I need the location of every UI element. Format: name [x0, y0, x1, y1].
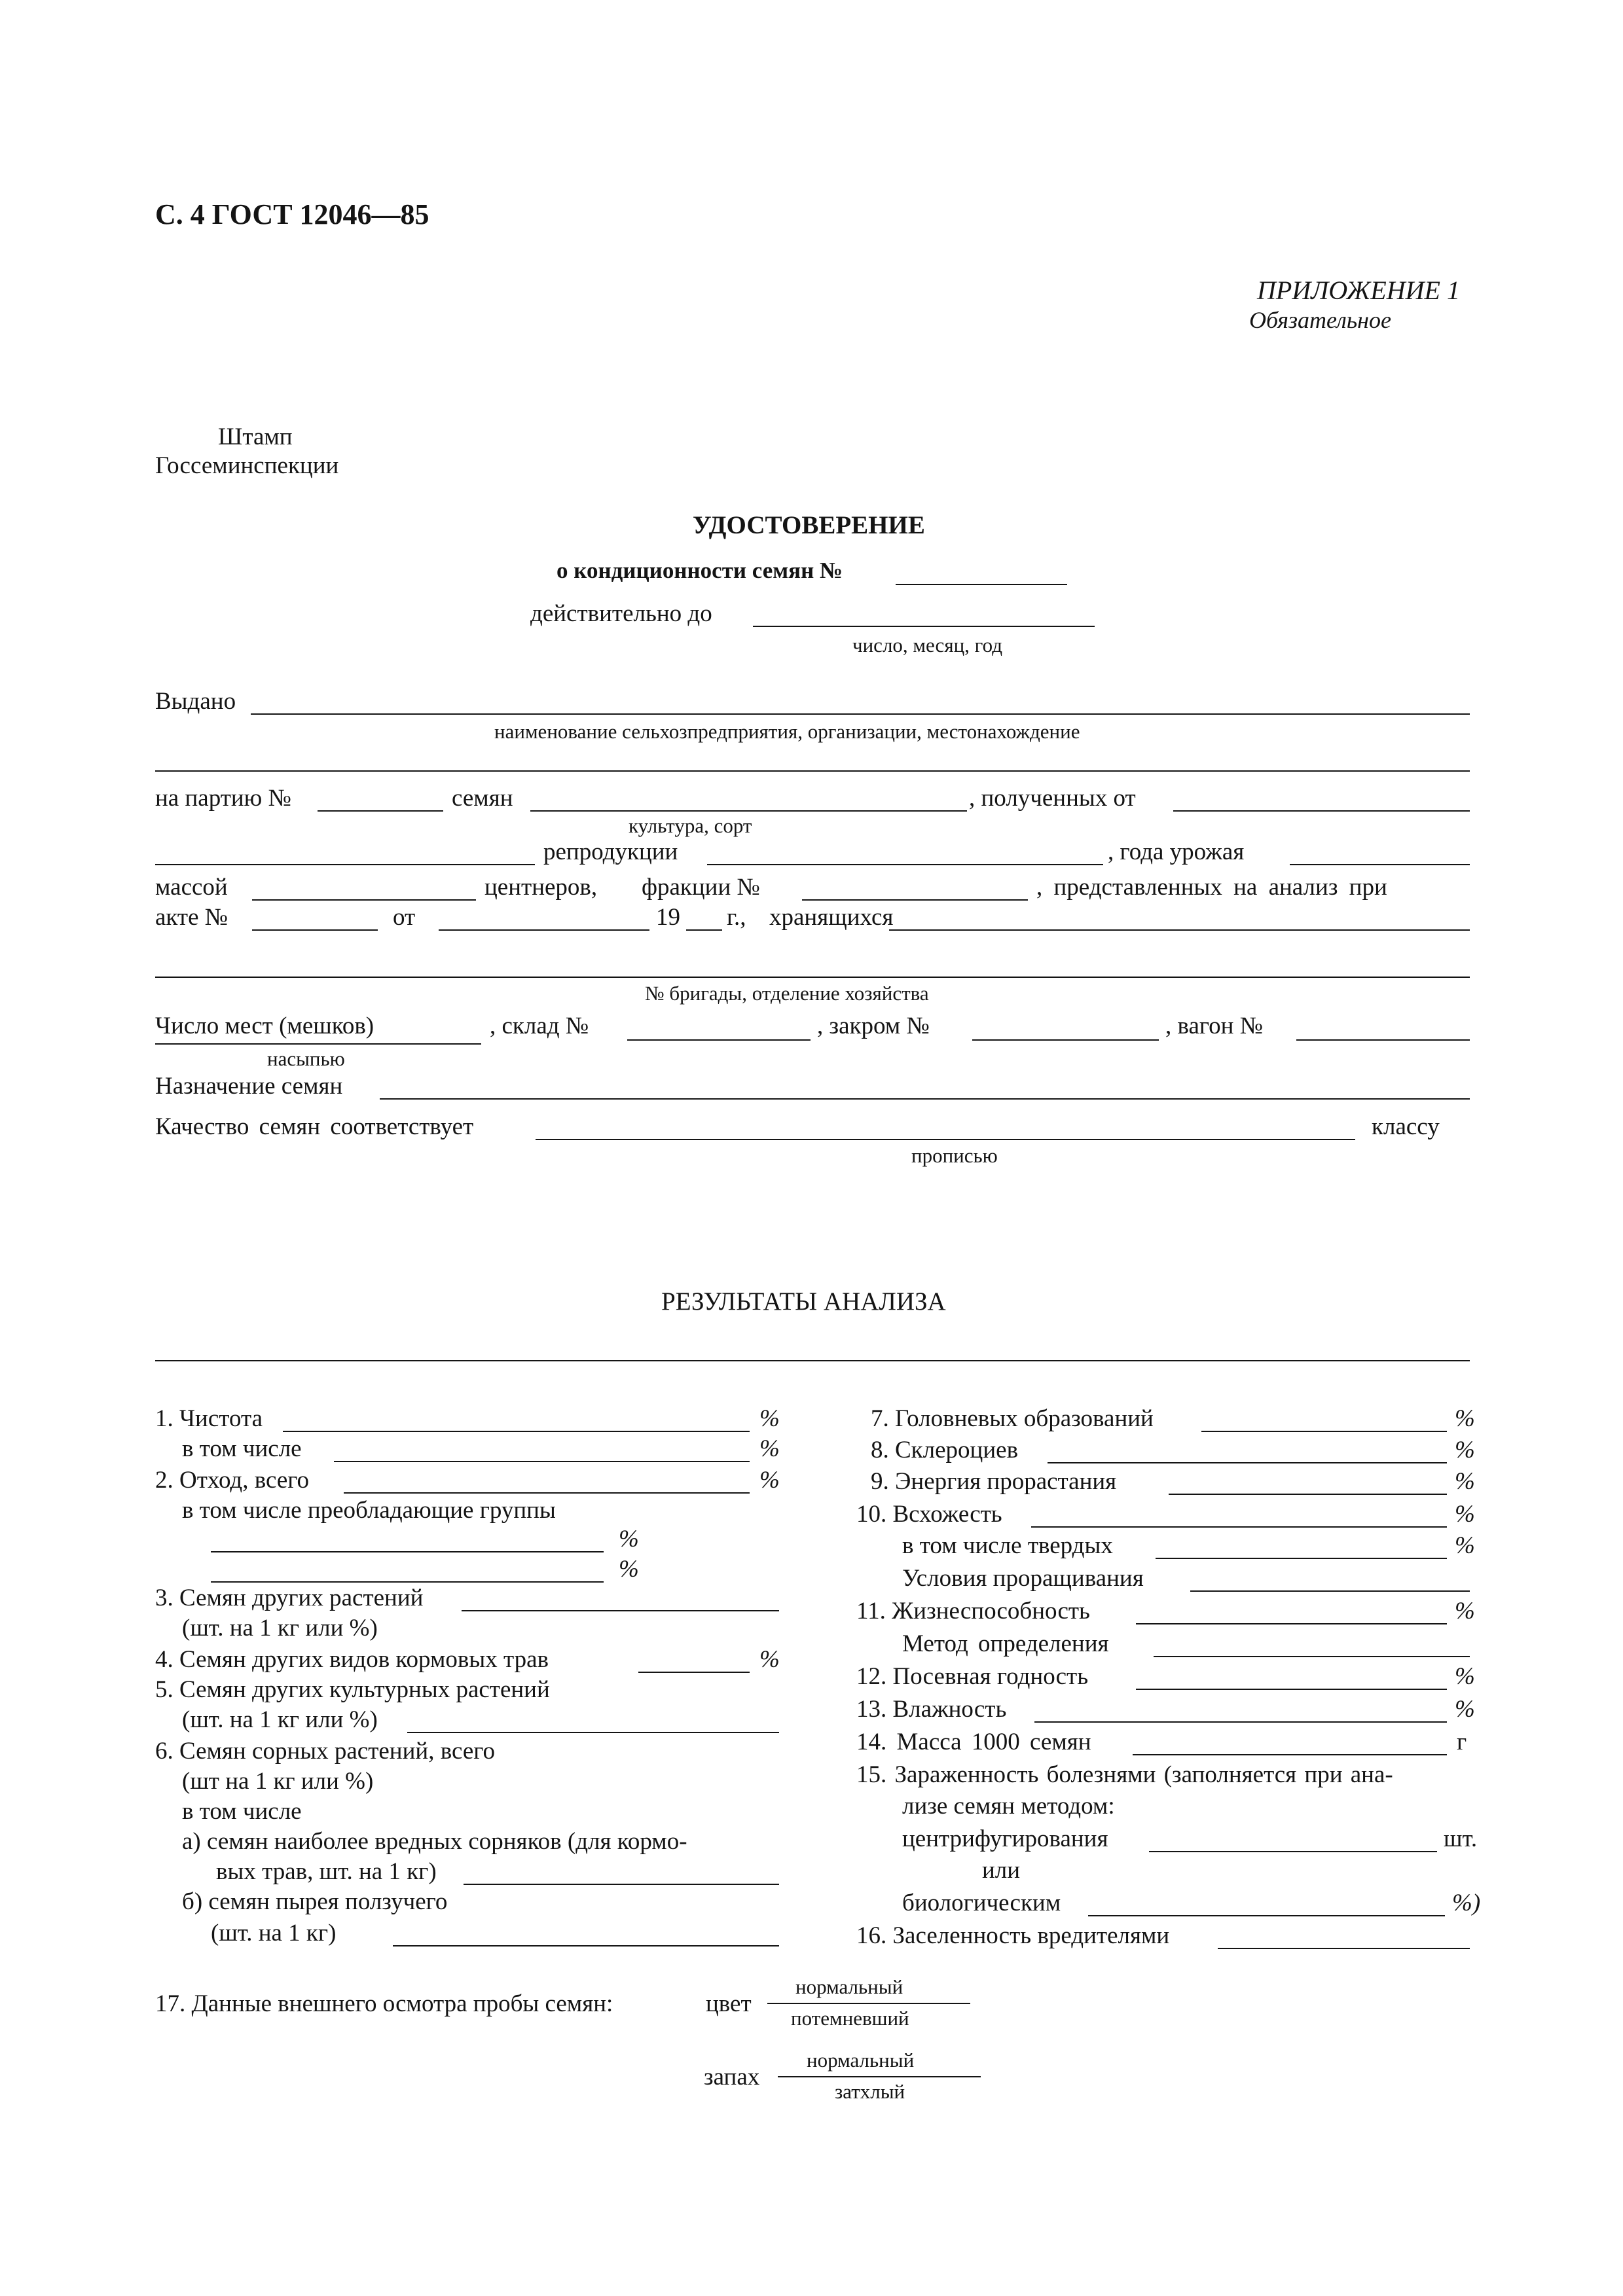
smut-field[interactable] — [1201, 1431, 1447, 1432]
received-from-field[interactable] — [1173, 810, 1470, 812]
purity-including-pct: % — [759, 1435, 780, 1462]
other-plants-unit: (шт. на 1 кг или %) — [182, 1615, 378, 1641]
valid-until-hint: число, месяц, год — [852, 634, 1002, 656]
batch-label: на партию № — [155, 785, 291, 812]
purity-pct: % — [759, 1405, 780, 1432]
couch-grass-field[interactable] — [393, 1945, 779, 1946]
cultivated-unit: (шт. на 1 кг или %) — [182, 1706, 378, 1733]
method-field[interactable] — [1154, 1656, 1470, 1657]
centrifuge-label: центрифугирования — [902, 1825, 1108, 1852]
biological-field[interactable] — [1088, 1915, 1445, 1916]
mass-field[interactable] — [252, 899, 476, 901]
harmful-weeds-field[interactable] — [464, 1884, 779, 1885]
stamp-line2: Госсеминспекции — [155, 452, 339, 479]
forage-field[interactable] — [638, 1672, 750, 1673]
harvest-year-label: , года урожая — [1108, 838, 1245, 865]
pests-label: 16. Заселенность вредителями — [856, 1922, 1170, 1949]
color-darkened-option: потемневший — [791, 2007, 909, 2030]
weeds-label: 6. Семян сорных растений, всего — [155, 1738, 496, 1765]
viability-label: 11. Жизнеспособность — [856, 1598, 1090, 1624]
weeds-including-label: в том числе — [182, 1798, 302, 1825]
sclerotia-label: 8. Склероциев — [871, 1437, 1019, 1463]
smell-normal-option: нормальный — [807, 2049, 915, 2072]
stored-label: хранящихся — [769, 904, 894, 931]
fraction-label: фракции № — [642, 874, 760, 901]
moisture-label: 13. Влажность — [856, 1696, 1007, 1723]
cultivated-field[interactable] — [407, 1732, 779, 1733]
energy-label: 9. Энергия прорастания — [871, 1468, 1117, 1495]
class-label: классу — [1372, 1113, 1440, 1140]
prevailing-label: в том числе преобладающие группы — [182, 1497, 556, 1524]
purity-including-label: в том числе — [182, 1435, 302, 1462]
valid-until-label: действительно до — [530, 600, 712, 627]
quality-label: Качество семян соответствует — [155, 1113, 474, 1140]
moisture-pct: % — [1455, 1696, 1475, 1723]
moisture-field[interactable] — [1034, 1721, 1447, 1723]
purpose-label: Назначение семян — [155, 1073, 343, 1100]
received-from-label: , полученных от — [969, 785, 1136, 812]
weeds-unit: (шт на 1 кг или %) — [182, 1768, 374, 1795]
hard-seeds-pct: % — [1455, 1532, 1475, 1559]
appendix-label: ПРИЛОЖЕНИЕ 1 — [1257, 276, 1460, 305]
harmful-weeds-label-2: вых трав, шт. на 1 кг) — [216, 1858, 437, 1885]
smell-label: запах — [704, 2064, 760, 2090]
sowing-pct: % — [1455, 1663, 1475, 1690]
color-normal-option: нормальный — [795, 1975, 903, 1998]
centrifuge-field[interactable] — [1149, 1851, 1437, 1852]
bin-label: , закром № — [817, 1013, 930, 1039]
inspection-label: 17. Данные внешнего осмотра пробы семян: — [155, 1990, 613, 2017]
sowing-field[interactable] — [1136, 1689, 1447, 1690]
viability-field[interactable] — [1136, 1623, 1447, 1624]
mass1000-unit: г — [1457, 1729, 1467, 1755]
waste-pct: % — [759, 1467, 780, 1494]
year-prefix: 19 — [656, 904, 680, 931]
energy-pct: % — [1455, 1468, 1475, 1495]
brigade-field[interactable] — [155, 977, 1470, 978]
mass1000-label: 14. Масса 1000 семян — [856, 1729, 1091, 1755]
reproduction-prefix-field[interactable] — [155, 864, 535, 865]
bulk-hint: насыпью — [267, 1047, 345, 1070]
stamp-line1: Штамп — [218, 423, 293, 450]
issued-field-line2[interactable] — [155, 770, 1470, 772]
method-label: Метод определения — [902, 1630, 1109, 1657]
year-suffix: г., — [727, 904, 746, 931]
submitted-label: , представленных на анализ при — [1036, 874, 1387, 901]
hard-seeds-field[interactable] — [1156, 1558, 1447, 1559]
purity-label: 1. Чистота — [155, 1405, 263, 1432]
issued-field[interactable] — [251, 713, 1470, 715]
other-plants-label: 3. Семян других растений — [155, 1585, 424, 1611]
harvest-year-field[interactable] — [1290, 864, 1470, 865]
mass1000-field[interactable] — [1133, 1754, 1447, 1755]
hard-seeds-label: в том числе твердых — [902, 1532, 1113, 1559]
harmful-weeds-label: а) семян наиболее вредных сорняков (для кормо- — [182, 1828, 687, 1855]
issued-label: Выдано — [155, 688, 236, 715]
bin-field[interactable] — [972, 1039, 1159, 1041]
couch-grass-label: б) семян пырея ползучего — [182, 1888, 448, 1915]
pests-field[interactable] — [1218, 1948, 1470, 1949]
sclerotia-field[interactable] — [1048, 1462, 1447, 1463]
wagon-field[interactable] — [1296, 1039, 1470, 1041]
warehouse-field[interactable] — [627, 1039, 811, 1041]
other-plants-field[interactable] — [462, 1610, 779, 1611]
centrifuge-unit: шт. — [1444, 1825, 1478, 1852]
forage-pct: % — [759, 1646, 780, 1673]
warehouse-label: , склад № — [490, 1013, 589, 1039]
waste-label: 2. Отход, всего — [155, 1467, 310, 1494]
purpose-field[interactable] — [380, 1098, 1470, 1100]
seeds-label: семян — [452, 785, 513, 812]
smell-musty-option: затхлый — [835, 2080, 905, 2103]
results-title: РЕЗУЛЬТАТЫ АНАЛИЗА — [661, 1287, 946, 1316]
fraction-field[interactable] — [802, 899, 1028, 901]
year-field[interactable] — [686, 929, 722, 931]
conditions-field[interactable] — [1190, 1590, 1470, 1592]
germination-pct: % — [1455, 1501, 1475, 1528]
brigade-hint: № бригады, отделение хозяйства — [645, 982, 929, 1005]
color-label: цвет — [706, 1990, 752, 2017]
biological-pct: %) — [1452, 1890, 1481, 1916]
wagon-label: , вагон № — [1165, 1013, 1264, 1039]
page-reference: С. 4 ГОСТ 12046—85 — [155, 198, 429, 230]
energy-field[interactable] — [1169, 1494, 1447, 1495]
purity-including-field[interactable] — [334, 1461, 750, 1462]
smut-pct: % — [1455, 1405, 1475, 1432]
crop-variety-hint: культура, сорт — [629, 814, 752, 837]
cultivated-label: 5. Семян других культурных растений — [155, 1676, 550, 1703]
crop-variety-field[interactable] — [530, 810, 967, 812]
purity-field[interactable] — [283, 1431, 750, 1432]
act-date-field[interactable] — [439, 929, 649, 931]
act-label: акте № — [155, 904, 228, 931]
reproduction-label: репродукции — [543, 838, 678, 865]
couch-grass-unit: (шт. на 1 кг) — [211, 1920, 337, 1946]
act-from-label: от — [393, 904, 416, 931]
document-subtitle: о кондиционности семян № — [556, 558, 843, 583]
conditions-label: Условия проращивания — [902, 1565, 1144, 1592]
places-label: Число мест (мешков) — [155, 1013, 374, 1039]
germination-field[interactable] — [1031, 1526, 1447, 1528]
act-number-field[interactable] — [252, 929, 378, 931]
prevailing-pct-2: % — [619, 1556, 639, 1583]
sowing-label: 12. Посевная годность — [856, 1663, 1089, 1690]
forage-label: 4. Семян других видов кормовых трав — [155, 1646, 549, 1673]
waste-field[interactable] — [344, 1492, 750, 1494]
document-title: УДОСТОВЕРЕНИЕ — [693, 511, 925, 539]
disease-label-2: лизе семян методом: — [902, 1793, 1115, 1820]
prevailing-pct-1: % — [619, 1526, 639, 1552]
or-label: или — [982, 1857, 1021, 1884]
places-field[interactable] — [155, 1043, 481, 1045]
prevailing-field-2[interactable] — [211, 1581, 604, 1583]
written-hint: прописью — [911, 1144, 998, 1167]
issued-hint: наименование сельхозпредприятия, организации, местонахождение — [494, 720, 1080, 743]
reproduction-field[interactable] — [707, 864, 1103, 865]
germination-label: 10. Всхожесть — [856, 1501, 1002, 1528]
sclerotia-pct: % — [1455, 1437, 1475, 1463]
batch-number-field[interactable] — [318, 810, 443, 812]
disease-label: 15. Зараженность болезнями (заполняется при ана- — [856, 1761, 1393, 1788]
biological-label: биологическим — [902, 1890, 1061, 1916]
viability-pct: % — [1455, 1598, 1475, 1624]
smut-label: 7. Головневых образований — [871, 1405, 1154, 1432]
color-fraction-line[interactable] — [767, 2003, 970, 2004]
results-divider — [155, 1360, 1470, 1361]
smell-fraction-line[interactable] — [778, 2076, 981, 2077]
stored-field[interactable] — [889, 929, 1470, 931]
valid-until-field[interactable] — [753, 626, 1095, 627]
prevailing-field-1[interactable] — [211, 1551, 604, 1552]
quality-class-field[interactable] — [536, 1139, 1355, 1140]
appendix-note: Обязательное — [1249, 307, 1391, 333]
certificate-number-field[interactable] — [896, 584, 1067, 585]
mass-label: массой — [155, 874, 228, 901]
centners-label: центнеров, — [484, 874, 598, 901]
